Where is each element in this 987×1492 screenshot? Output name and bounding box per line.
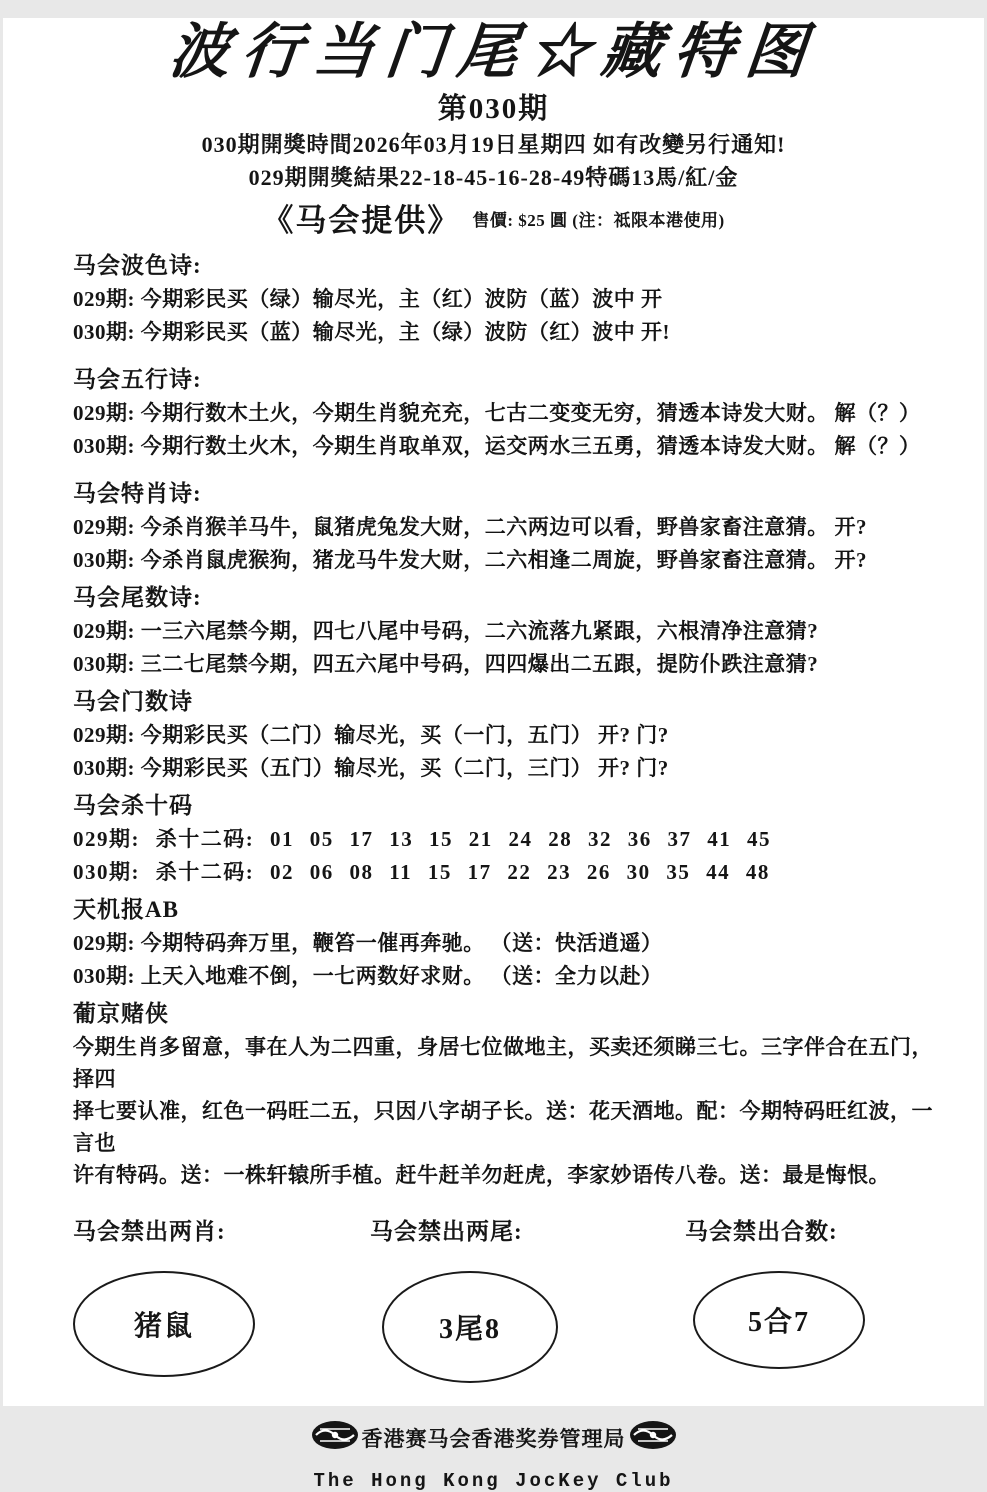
poem-line: 030期: 今期彩民买（蓝）输尽光，主（绿）波防（红）波中 开! (73, 320, 670, 344)
forbidden-sum-column (657, 1217, 984, 1383)
issue-number: 第030期 (437, 93, 550, 125)
forbidden-heading: 马会禁出合数: (685, 1219, 838, 1244)
footer (3, 1419, 984, 1492)
poem-line: 029期: 今杀肖猴羊马牛，鼠猪虎兔发大财，二六两边可以看，野兽家畜注意猜。 开? (73, 515, 867, 539)
kill-numbers-line: 030期: 杀十二码: 02 06 08 11 15 17 22 23 26 30 35 44 48 (73, 860, 770, 884)
org-name-en: The Hong Kong JocKey Club (313, 1470, 674, 1492)
poem-line: 029期: 今期行数木土火，今期生肖貌充充，七古二变变无穷，猜透本诗发大财。 解（？） (73, 401, 921, 425)
hkjc-logo-icon (310, 1419, 360, 1456)
forbidden-heading: 马会禁出两尾: (370, 1219, 523, 1244)
section-tianjibao (73, 893, 944, 993)
section-texiao (73, 477, 944, 577)
section-heading: 马会波色诗: (73, 253, 202, 278)
forbidden-zodiac-column (3, 1217, 330, 1383)
forbidden-row (3, 1217, 984, 1383)
section-weishu (73, 581, 944, 681)
section-heading: 马会特肖诗: (73, 481, 202, 506)
forbidden-tail-value: 3尾8 (438, 1314, 501, 1345)
org-name-cn: 香港赛马会香港奖券管理局 (361, 1426, 626, 1451)
forbidden-zodiac-oval (73, 1271, 255, 1377)
paragraph-line: 择七要认准，红色一码旺二五，只因八字胡子长。送：花天酒地。配：今期特码旺红波，一言也 (73, 1099, 933, 1155)
section-heading: 马会五行诗: (73, 367, 202, 392)
poem-line: 030期: 今期彩民买（五门）输尽光，买（二门，三门） 开? 门? (73, 756, 669, 780)
hkjc-logo-icon (628, 1419, 678, 1456)
poem-line: 029期: 今期彩民买（二门）输尽光，买（一门，五门） 开? 门? (73, 723, 669, 747)
poem-line: 029期: 一三六尾禁今期，四七八尾中号码，二六流落九紧跟，六根清净注意猜? (73, 619, 819, 643)
paragraph-line: 今期生肖多留意，事在人为二四重，身居七位做地主，买卖还须睇三七。三字伴合在五门，择四 (73, 1035, 933, 1091)
poem-line: 030期: 三二七尾禁今期，四五六尾中号码，四四爆出二五跟，提防仆跌注意猜? (73, 652, 819, 676)
section-menshu (73, 685, 944, 785)
section-heading: 马会门数诗 (73, 689, 193, 714)
forbidden-tail-column (330, 1217, 657, 1383)
provider-title: 《马会提供》 (262, 203, 461, 238)
section-pujing (73, 997, 944, 1191)
section-heading: 天机报AB (73, 897, 179, 922)
forbidden-zodiac-value: 猪鼠 (133, 1311, 194, 1342)
poem-line: 029期: 今期彩民买（绿）输尽光，主（红）波防（蓝）波中 开 (73, 287, 663, 311)
section-wuxing (73, 363, 944, 463)
poem-line: 029期: 今期特码奔万里，鞭笞一催再奔驰。 （送：快活逍遥） (73, 931, 663, 955)
poem-line: 030期: 上天入地难不倒，一七两数好求财。 （送：全力以赴） (73, 964, 663, 988)
section-bose (73, 249, 944, 349)
forbidden-sum-oval (693, 1271, 865, 1369)
provider-row (3, 201, 984, 241)
section-heading: 马会杀十码 (73, 793, 193, 818)
section-shashima (73, 789, 944, 889)
draw-time-line: 030期開獎時間2026年03月19日星期四 如有改變另行通知! (201, 132, 786, 157)
kill-numbers-line: 029期: 杀十二码: 01 05 17 13 15 21 24 28 32 36 37 41 45 (73, 827, 771, 851)
last-result-line: 029期開獎結果22-18-45-16-28-49特碼13馬/紅/金 (248, 165, 739, 190)
poem-sections (73, 249, 944, 1191)
section-heading: 马会尾数诗: (73, 585, 202, 610)
section-heading: 葡京赌侠 (73, 1001, 169, 1026)
paragraph-line: 许有特码。送：一株轩辕所手植。赶牛赶羊勿赶虎，李家妙语传八卷。送：最是悔恨。 (73, 1163, 890, 1187)
tip-sheet-page (3, 18, 984, 1492)
poem-line: 030期: 今期行数土火木，今期生肖取单双，运交两水三五勇，猜透本诗发大财。 解（？） (73, 434, 921, 458)
price-note: 售價: $25 圓 (注：祗限本港使用) (472, 211, 725, 230)
forbidden-heading: 马会禁出两肖: (73, 1219, 226, 1244)
page-title: 波行当门尾☆藏特图 (166, 19, 822, 85)
org-row (3, 1419, 984, 1456)
poem-line: 030期: 今杀肖鼠虎猴狗，猪龙马牛发大财，二六相逢二周旋，野兽家畜注意猜。 开? (73, 548, 867, 572)
forbidden-sum-value: 5合7 (747, 1307, 810, 1338)
forbidden-tail-oval (382, 1271, 558, 1383)
